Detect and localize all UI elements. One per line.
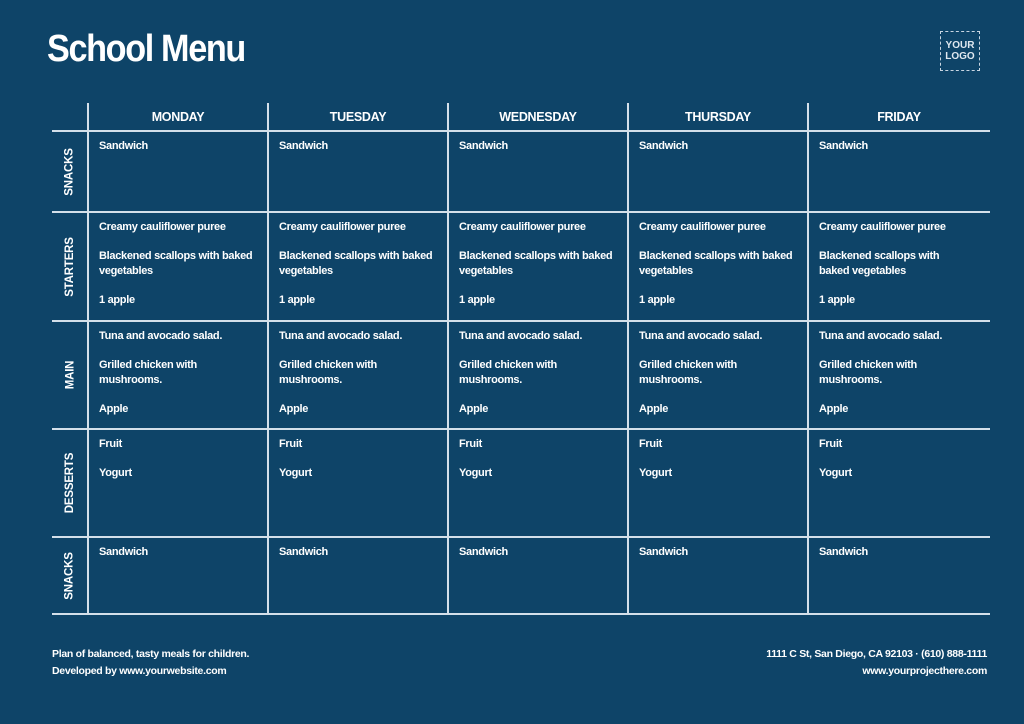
footer-description: Plan of balanced, tasty meals for children. [52, 648, 250, 660]
menu-cell [89, 429, 267, 537]
menu-cell [629, 537, 807, 614]
menu-cell [629, 429, 807, 537]
menu-cell [269, 321, 447, 429]
menu-item: Apple [459, 403, 489, 415]
menu-cell [89, 321, 267, 429]
menu-item: Yogurt [819, 467, 852, 479]
page-title: School Menu [47, 28, 245, 70]
menu-cell [269, 429, 447, 537]
menu-item: Blackened scallops with baked vegetables [459, 250, 613, 277]
menu-cell [449, 321, 627, 429]
menu-item: Blackened scallops with baked vegetables [639, 250, 793, 277]
menu-item: Blackened scallops with baked vegetables [279, 250, 433, 277]
menu-cell [809, 212, 979, 321]
menu-item: Yogurt [279, 467, 312, 479]
menu-item: Creamy cauliflower puree [99, 221, 226, 233]
row-label-text: SNACKS [64, 147, 76, 196]
menu-cell [449, 131, 627, 212]
menu-item: Sandwich [819, 140, 868, 152]
menu-cell [449, 429, 627, 537]
menu-item: Fruit [459, 438, 482, 450]
menu-cell [809, 429, 979, 537]
footer-developer: Developed by www.yourwebsite.com [52, 665, 227, 677]
menu-cell [449, 212, 627, 321]
menu-item: Sandwich [459, 546, 508, 558]
menu-item: Creamy cauliflower puree [819, 221, 946, 233]
menu-item: Sandwich [639, 140, 688, 152]
menu-item: Tuna and avocado salad. [819, 330, 943, 342]
footer-website: www.yourprojecthere.com [862, 665, 987, 677]
day-header: THURSDAY [685, 110, 751, 124]
menu-item: Tuna and avocado salad. [639, 330, 763, 342]
menu-item: Grilled chicken with mushrooms. [459, 359, 557, 386]
menu-item: Creamy cauliflower puree [639, 221, 766, 233]
day-header: WEDNESDAY [499, 110, 577, 124]
menu-item: Apple [819, 403, 849, 415]
menu-item: Sandwich [279, 140, 328, 152]
logo-placeholder [940, 31, 980, 71]
footer-address: 1111 C St, San Diego, CA 92103 · (610) 888-1111 [766, 648, 987, 660]
menu-item: Apple [639, 403, 669, 415]
menu-cell [809, 537, 979, 614]
row-label [52, 131, 88, 212]
menu-item: Blackened scallops with baked vegetables [819, 250, 940, 277]
row-label-text: STARTERS [64, 236, 76, 297]
menu-item: Apple [99, 403, 129, 415]
menu-item: Yogurt [459, 467, 492, 479]
menu-item: Tuna and avocado salad. [99, 330, 223, 342]
menu-item: Sandwich [279, 546, 328, 558]
menu-item: 1 apple [819, 294, 855, 306]
menu-item: Grilled chicken with mushrooms. [99, 359, 197, 386]
menu-item: Yogurt [639, 467, 672, 479]
menu-item: Sandwich [99, 140, 148, 152]
menu-item: Sandwich [99, 546, 148, 558]
day-header: FRIDAY [877, 110, 921, 124]
row-label [52, 537, 88, 614]
menu-item: Grilled chicken with mushrooms. [639, 359, 737, 386]
menu-item: Sandwich [819, 546, 868, 558]
menu-cell [89, 131, 267, 212]
row-label [52, 212, 88, 321]
menu-cell [629, 212, 807, 321]
day-header: TUESDAY [329, 110, 387, 124]
menu-cell [269, 537, 447, 614]
row-label-text: SNACKS [64, 551, 76, 600]
menu-item: Sandwich [639, 546, 688, 558]
day-header: MONDAY [151, 110, 205, 124]
menu-item: 1 apple [459, 294, 495, 306]
menu-item: Grilled chicken with mushrooms. [819, 359, 917, 386]
menu-item: Creamy cauliflower puree [279, 221, 406, 233]
menu-cell [89, 537, 267, 614]
menu-item: Tuna and avocado salad. [459, 330, 583, 342]
menu-item: Blackened scallops with baked vegetables [99, 250, 253, 277]
menu-item: Fruit [639, 438, 662, 450]
menu-cell [89, 212, 267, 321]
menu-item: Tuna and avocado salad. [279, 330, 403, 342]
menu-cell [809, 131, 979, 212]
menu-item: Fruit [819, 438, 842, 450]
row-label-text: DESSERTS [64, 452, 77, 514]
menu-item: Apple [279, 403, 309, 415]
row-label [52, 321, 88, 429]
logo-text-1: YOUR [945, 40, 975, 51]
menu-item: Grilled chicken with mushrooms. [279, 359, 377, 386]
menu-cell [629, 321, 807, 429]
footer-right [766, 646, 987, 680]
menu-cell [809, 321, 979, 429]
menu-item: 1 apple [99, 294, 135, 306]
menu-item: Fruit [99, 438, 122, 450]
logo-text-2: LOGO [945, 51, 975, 62]
menu-item: 1 apple [639, 294, 675, 306]
menu-cell [269, 212, 447, 321]
menu-item: Fruit [279, 438, 302, 450]
menu-item: Yogurt [99, 467, 132, 479]
row-label [52, 429, 88, 537]
menu-cell [269, 131, 447, 212]
menu-cell [629, 131, 807, 212]
menu-item: Creamy cauliflower puree [459, 221, 586, 233]
footer-left [52, 646, 249, 680]
row-label-text: MAIN [64, 360, 76, 390]
menu-item: 1 apple [279, 294, 315, 306]
menu-cell [449, 537, 627, 614]
menu-item: Sandwich [459, 140, 508, 152]
